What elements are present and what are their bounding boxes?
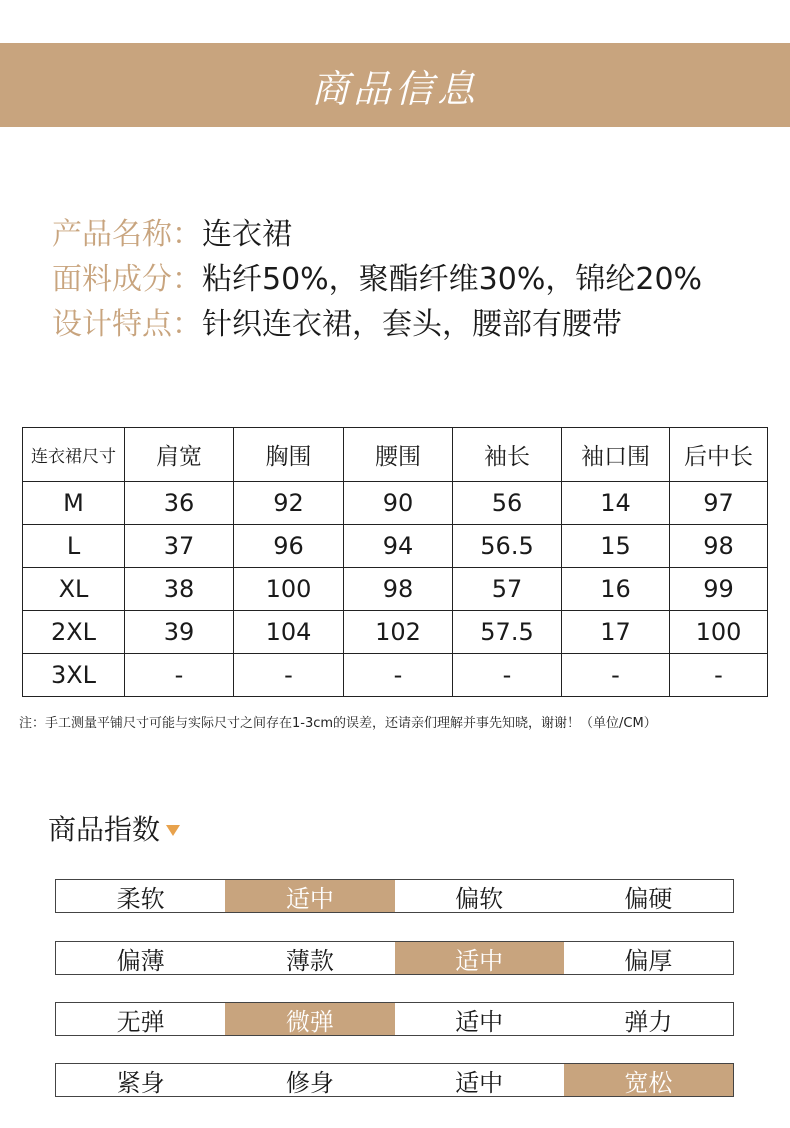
table-cell: 56 <box>453 482 562 525</box>
table-cell: 15 <box>562 525 670 568</box>
header-cell: 肩宽 <box>125 428 234 482</box>
section-banner <box>0 43 790 127</box>
table-cell: 100 <box>234 568 344 611</box>
table-cell: 16 <box>562 568 670 611</box>
table-cell: 90 <box>344 482 453 525</box>
table-cell: 98 <box>670 525 768 568</box>
info-value: 连衣裙 <box>202 216 292 252</box>
table-cell: XL <box>23 568 125 611</box>
scale-option: 偏硬 <box>624 884 673 913</box>
scale-option: 适中 <box>225 880 394 912</box>
table-row <box>23 482 768 525</box>
table-cell: - <box>125 654 234 697</box>
header-cell: 腰围 <box>344 428 453 482</box>
table-cell: 14 <box>562 482 670 525</box>
table-cell: 37 <box>125 525 234 568</box>
table-cell: 2XL <box>23 611 125 654</box>
scale-option: 偏薄 <box>116 946 165 975</box>
thickness-scale <box>55 941 734 975</box>
banner-title: 商品信息 <box>310 66 479 111</box>
scale-option: 柔软 <box>116 884 165 913</box>
table-cell: 36 <box>125 482 234 525</box>
fit-scale <box>55 1063 734 1097</box>
table-cell: 57 <box>453 568 562 611</box>
scale-option: 无弹 <box>116 1007 165 1036</box>
table-cell: 56.5 <box>453 525 562 568</box>
product-info <box>52 208 702 343</box>
scale-option: 修身 <box>285 1068 334 1097</box>
table-cell: 92 <box>234 482 344 525</box>
table-cell: L <box>23 525 125 568</box>
info-key: 面料成分： <box>52 261 202 297</box>
info-key: 产品名称： <box>52 216 202 252</box>
table-cell: - <box>234 654 344 697</box>
measurement-note: 注：手工测量平铺尺寸可能与实际尺寸之间存在1-3cm的误差，还请亲们理解并事先知晓，谢谢！（单位/CM） <box>19 716 657 731</box>
table-cell: 99 <box>670 568 768 611</box>
table-cell: 17 <box>562 611 670 654</box>
scale-option: 偏软 <box>455 884 504 913</box>
header-cell: 连衣裙尺寸 <box>23 428 125 482</box>
header-cell: 胸围 <box>234 428 344 482</box>
info-row-name <box>52 208 702 253</box>
table-cell: 98 <box>344 568 453 611</box>
size-table-header <box>23 428 768 482</box>
table-cell: - <box>670 654 768 697</box>
table-cell: 94 <box>344 525 453 568</box>
scale-option: 适中 <box>395 942 564 974</box>
info-key: 设计特点： <box>52 306 202 342</box>
scale-option: 适中 <box>455 1007 504 1036</box>
table-cell: 39 <box>125 611 234 654</box>
table-cell: 38 <box>125 568 234 611</box>
scale-option: 弹力 <box>624 1007 673 1036</box>
table-cell: M <box>23 482 125 525</box>
info-value: 粘纤50%，聚酯纤维30%，锦纶20% <box>202 261 703 297</box>
scale-option: 微弹 <box>225 1003 394 1035</box>
table-cell: - <box>453 654 562 697</box>
index-title: 商品指数 <box>48 813 161 846</box>
table-cell: - <box>344 654 453 697</box>
scale-option: 偏厚 <box>624 946 673 975</box>
scale-option: 适中 <box>455 1068 504 1097</box>
table-cell: 97 <box>670 482 768 525</box>
info-value: 针织连衣裙，套头，腰部有腰带 <box>202 306 622 342</box>
table-row <box>23 525 768 568</box>
size-table <box>22 427 768 697</box>
header-cell: 袖口围 <box>562 428 670 482</box>
softness-scale <box>55 879 734 913</box>
table-row <box>23 654 768 697</box>
info-row-design <box>52 298 702 343</box>
table-cell: 104 <box>234 611 344 654</box>
table-row <box>23 611 768 654</box>
table-row <box>23 568 768 611</box>
table-cell: - <box>562 654 670 697</box>
table-cell: 96 <box>234 525 344 568</box>
elasticity-scale <box>55 1002 734 1036</box>
table-cell: 57.5 <box>453 611 562 654</box>
table-cell: 102 <box>344 611 453 654</box>
info-row-fabric <box>52 253 702 298</box>
scale-option: 宽松 <box>564 1064 733 1096</box>
header-cell: 袖长 <box>453 428 562 482</box>
scale-option: 薄款 <box>285 946 334 975</box>
triangle-down-icon <box>166 825 180 836</box>
header-cell: 后中长 <box>670 428 768 482</box>
scale-option: 紧身 <box>116 1068 165 1097</box>
table-cell: 3XL <box>23 654 125 697</box>
table-cell: 100 <box>670 611 768 654</box>
index-heading <box>48 808 180 848</box>
